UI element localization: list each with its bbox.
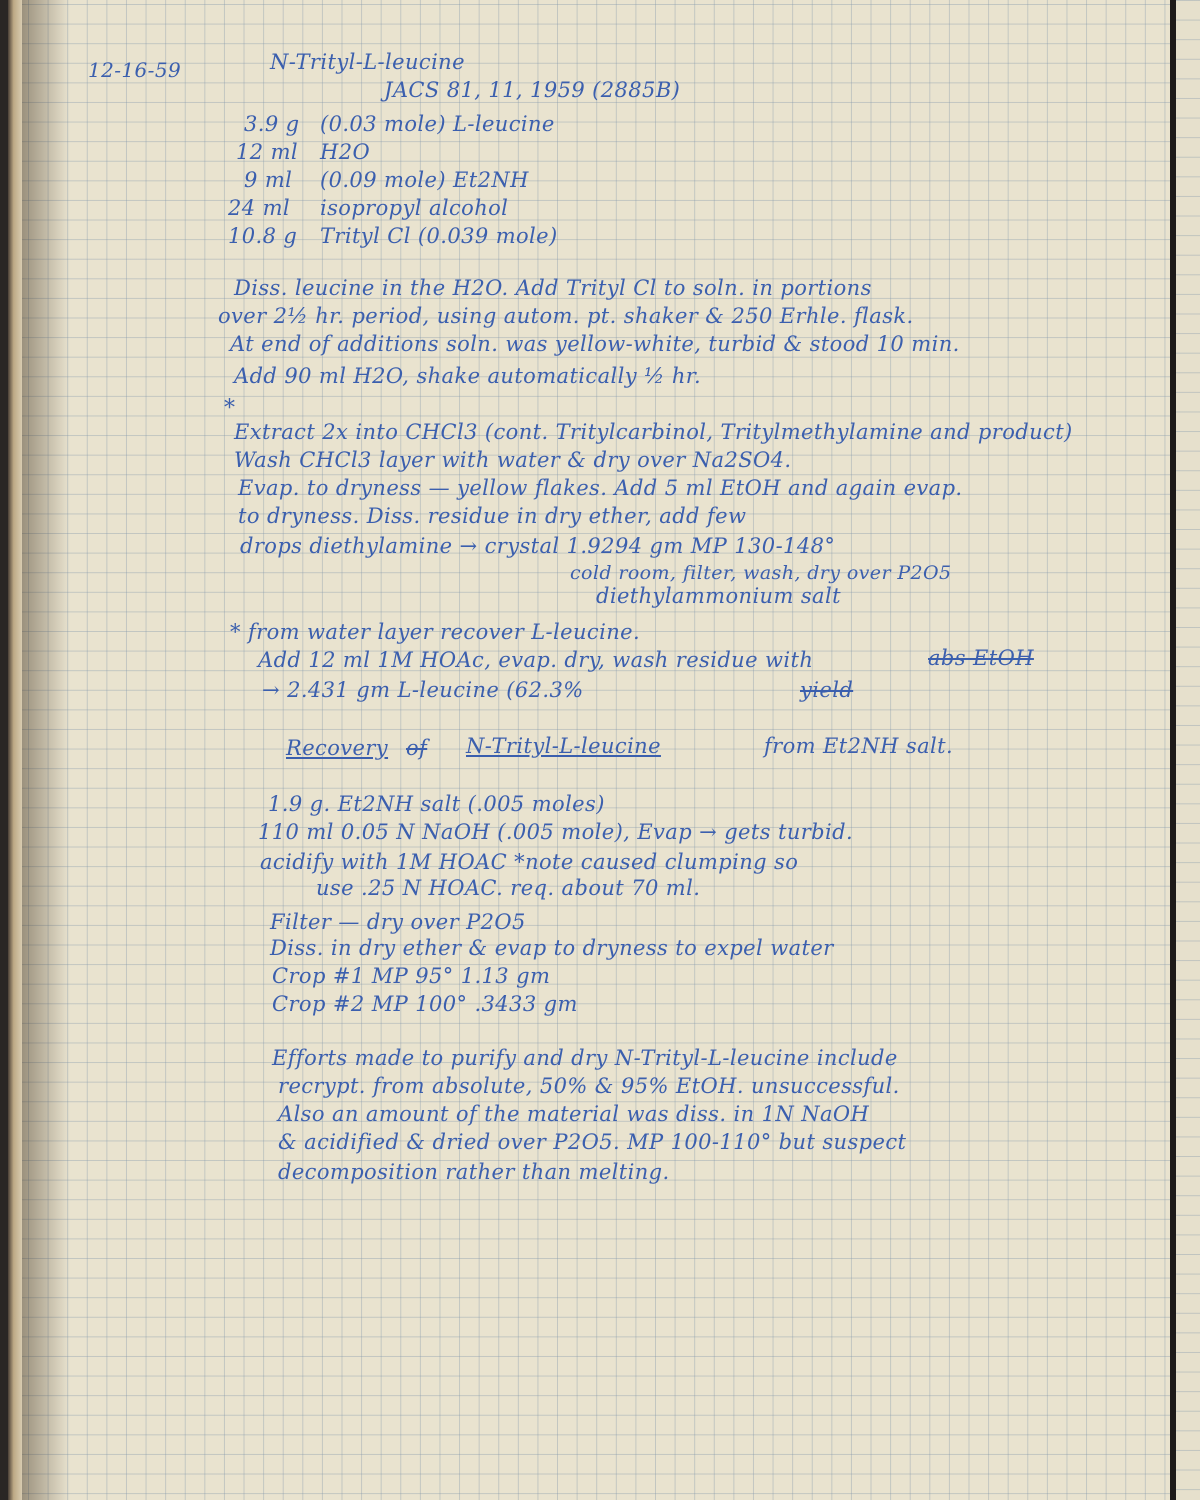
conclusion-line: & acidified & dried over P2O5. MP 100-110° but suspect [278, 1130, 907, 1154]
extraction-line: to dryness. Diss. residue in dry ether, add few [238, 504, 747, 528]
reagent-qty: 9 ml [244, 168, 293, 192]
conclusion-line: decomposition rather than melting. [278, 1160, 670, 1184]
crop-line: Crop #1 MP 95° 1.13 gm [272, 964, 551, 988]
procedure-line: Add 90 ml H2O, shake automatically ½ hr. [234, 364, 702, 388]
water-layer-line: → 2.431 gm L-leucine (62.3% [262, 678, 584, 702]
entry-reference: JACS 81, 11, 1959 (2885B) [384, 78, 681, 102]
reagent-desc: isopropyl alcohol [320, 196, 509, 220]
entry-date: 12-16-59 [88, 58, 182, 82]
struck-text: of [406, 736, 428, 760]
reagent-desc: H2O [320, 140, 371, 164]
procedure-line: At end of additions soln. was yellow-white, turbid & stood 10 min. [230, 332, 960, 356]
extraction-line: drops diethylamine → crystal 1.9294 gm MP 130-148° [240, 534, 836, 558]
adjacent-page-strip [1176, 0, 1200, 1500]
recovery-compound: N-Trityl-L-leucine [466, 734, 661, 758]
conclusion-line: Efforts made to purify and dry N-Trityl-L-leucine include [272, 1046, 898, 1070]
conclusion-line: Also an amount of the material was diss. in 1N NaOH [278, 1102, 870, 1126]
extraction-line: Evap. to dryness — yellow flakes. Add 5 ml EtOH and again evap. [238, 476, 963, 500]
water-layer-line: Add 12 ml 1M HOAc, evap. dry, wash residue with [258, 648, 814, 672]
recovery-line: Filter — dry over P2O5 [270, 910, 526, 934]
reagent-qty: 10.8 g [228, 224, 298, 248]
reagent-qty: 24 ml [228, 196, 291, 220]
procedure-line: over 2½ hr. period, using autom. pt. shaker & 250 Erhle. flask. [218, 304, 914, 328]
extraction-note: cold room, filter, wash, dry over P2O5 [570, 562, 952, 584]
reagent-desc: (0.03 mole) L-leucine [320, 112, 555, 136]
struck-text: abs EtOH [928, 646, 1034, 670]
extraction-line: Extract 2x into CHCl3 (cont. Tritylcarbinol, Tritylmethylamine and product) [234, 420, 1073, 444]
recovery-suffix: from Et2NH salt. [764, 734, 954, 758]
page-edge [8, 0, 22, 1500]
recovery-prefix: Recovery [286, 736, 389, 760]
notebook-page [22, 0, 1170, 1500]
struck-text: yield [800, 678, 854, 702]
recovery-line: Diss. in dry ether & evap to dryness to expel water [270, 936, 834, 960]
recovery-line: 110 ml 0.05 N NaOH (.005 mole), Evap → gets turbid. [258, 820, 854, 844]
asterisk-mark: * [224, 396, 236, 421]
recovery-line: 1.9 g. Et2NH salt (.005 moles) [268, 792, 605, 816]
extraction-product: diethylammonium salt [596, 584, 841, 608]
reagent-desc: Trityl Cl (0.039 mole) [320, 224, 558, 248]
crop-line: Crop #2 MP 100° .3433 gm [272, 992, 578, 1016]
reagent-qty: 12 ml [236, 140, 299, 164]
reagent-qty: 3.9 g [244, 112, 300, 136]
conclusion-line: recrypt. from absolute, 50% & 95% EtOH. unsuccessful. [278, 1074, 900, 1098]
extraction-line: Wash CHCl3 layer with water & dry over Na2SO4. [234, 448, 792, 472]
adjacent-page-edge [1170, 0, 1200, 1500]
procedure-line: Diss. leucine in the H2O. Add Trityl Cl to soln. in portions [234, 276, 872, 300]
entry-title: N-Trityl-L-leucine [270, 50, 465, 74]
reagent-desc: (0.09 mole) Et2NH [320, 168, 529, 192]
recovery-line: use .25 N HOAC. req. about 70 ml. [316, 876, 701, 900]
water-layer-line: * from water layer recover L-leucine. [230, 620, 641, 644]
binding-shadow [22, 0, 70, 1500]
recovery-line: acidify with 1M HOAC *note caused clumping so [260, 850, 799, 874]
